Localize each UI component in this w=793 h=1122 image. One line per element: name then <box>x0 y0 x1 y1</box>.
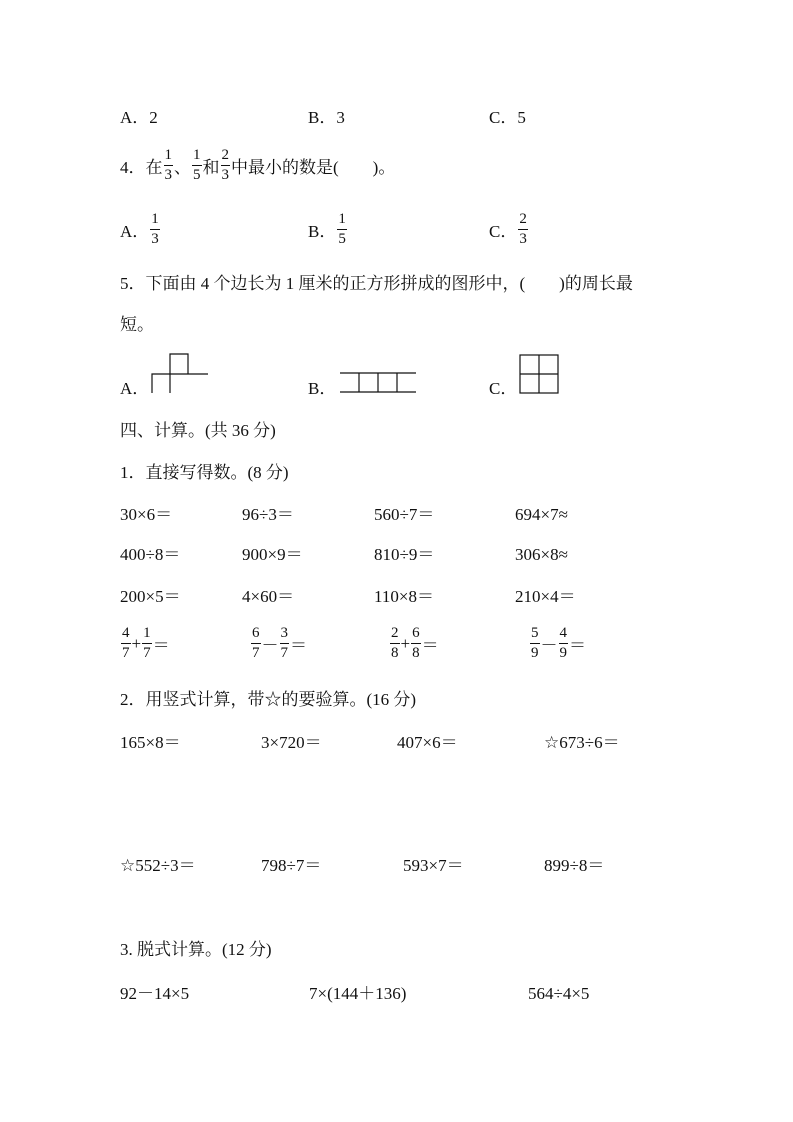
q4-suffix: 中最小的数是( )。 <box>231 158 396 177</box>
q4-number: 4． <box>120 158 146 177</box>
equals-sign: ＝ <box>152 636 170 655</box>
p3-item: 7×(144＋136) <box>309 984 407 1003</box>
p2-item: 3×720＝ <box>261 733 322 752</box>
q4-fraction-1: $\frac{1}{3}$ <box>164 147 172 183</box>
q4-sep-1: 、 <box>174 158 191 177</box>
fraction: $\frac{3}{7}$ <box>280 625 288 661</box>
operator: － <box>540 636 558 655</box>
p2-item: 407×6＝ <box>397 733 458 752</box>
q4-option-c-fraction: $\frac{2}{3}$ <box>519 211 527 247</box>
p1-item: 306×8≈ <box>515 545 568 564</box>
p1-item: 694×7≈ <box>515 505 568 524</box>
operator: － <box>261 636 279 655</box>
p3-item: 564÷4×5 <box>528 984 590 1003</box>
p2-item: 798÷7＝ <box>261 856 322 875</box>
q4-option-b <box>308 212 348 247</box>
part-3-title: 3. 脱式计算。(12 分) <box>120 940 272 959</box>
p1-item: 210×4＝ <box>515 587 576 606</box>
p2-item: 593×7＝ <box>403 856 464 875</box>
q4-sep-2: 和 <box>202 158 220 177</box>
q5-figure-a <box>150 353 212 395</box>
q5-option-b-label: B． <box>308 379 337 398</box>
fraction: $\frac{4}{9}$ <box>559 625 567 661</box>
p2-item: 899÷8＝ <box>544 856 605 875</box>
p1-fraction-item <box>529 626 586 661</box>
part-2-title: 2．用竖式计算，带☆的要验算。(16 分) <box>120 690 417 709</box>
p1-item: 200×5＝ <box>120 587 181 606</box>
q4-option-b-label: B． <box>308 222 337 241</box>
equals-sign: ＝ <box>569 636 586 655</box>
q4-option-c-label: C． <box>489 222 518 241</box>
p1-fraction-item <box>250 626 307 661</box>
q4-option-c <box>489 212 529 247</box>
p2-item: ☆673÷6＝ <box>544 733 620 752</box>
q3-option-b: B．3 <box>308 108 345 127</box>
operator: + <box>400 633 411 653</box>
fraction: $\frac{5}{9}$ <box>531 625 539 661</box>
equals-sign: ＝ <box>290 636 307 655</box>
p2-item: ☆552÷3＝ <box>120 856 196 875</box>
p1-item: 400÷8＝ <box>120 545 181 564</box>
fraction: $\frac{1}{7}$ <box>143 625 151 661</box>
p1-item: 30×6＝ <box>120 505 173 524</box>
operator: + <box>131 633 142 653</box>
equals-sign: ＝ <box>421 636 439 655</box>
fraction: $\frac{2}{8}$ <box>391 625 399 661</box>
q3-option-c: C．5 <box>489 108 526 127</box>
q4-stem <box>120 148 395 183</box>
q3-option-a: A．2 <box>120 108 158 127</box>
q4-option-a <box>120 212 161 247</box>
p1-item: 4×60＝ <box>242 587 295 606</box>
q5-option-a-label: A． <box>120 379 150 398</box>
part-1-title: 1．直接写得数。(8 分) <box>120 463 289 482</box>
q5-stem-line1: 5．下面由 4 个边长为 1 厘米的正方形拼成的图形中，( )的周长最 <box>120 274 633 293</box>
q5-stem-line2: 短。 <box>120 315 154 334</box>
q4-option-b-fraction: $\frac{1}{5}$ <box>338 211 346 247</box>
p1-fraction-item <box>389 626 439 661</box>
p1-item: 900×9＝ <box>242 545 303 564</box>
section-4-title: 四、计算。(共 36 分) <box>120 421 276 440</box>
q5-figure-b <box>339 371 419 395</box>
p3-item: 92－14×5 <box>120 984 190 1003</box>
p1-item: 810÷9＝ <box>374 545 435 564</box>
fraction: $\frac{6}{7}$ <box>252 625 260 661</box>
q4-option-a-fraction: $\frac{1}{3}$ <box>151 211 159 247</box>
q4-fraction-2: $\frac{1}{5}$ <box>193 147 201 183</box>
fraction: $\frac{4}{7}$ <box>122 625 130 661</box>
p1-item: 560÷7＝ <box>374 505 435 524</box>
q5-figure-c <box>519 354 561 396</box>
p1-item: 110×8＝ <box>374 587 434 606</box>
p1-fraction-item <box>120 626 170 661</box>
fraction: $\frac{6}{8}$ <box>412 625 420 661</box>
q4-option-a-label: A． <box>120 222 150 241</box>
p1-item: 96÷3＝ <box>242 505 294 524</box>
p2-item: 165×8＝ <box>120 733 181 752</box>
q4-prefix: 在 <box>145 158 163 177</box>
q4-fraction-3: $\frac{2}{3}$ <box>221 147 229 183</box>
q5-option-c-label: C． <box>489 379 518 398</box>
